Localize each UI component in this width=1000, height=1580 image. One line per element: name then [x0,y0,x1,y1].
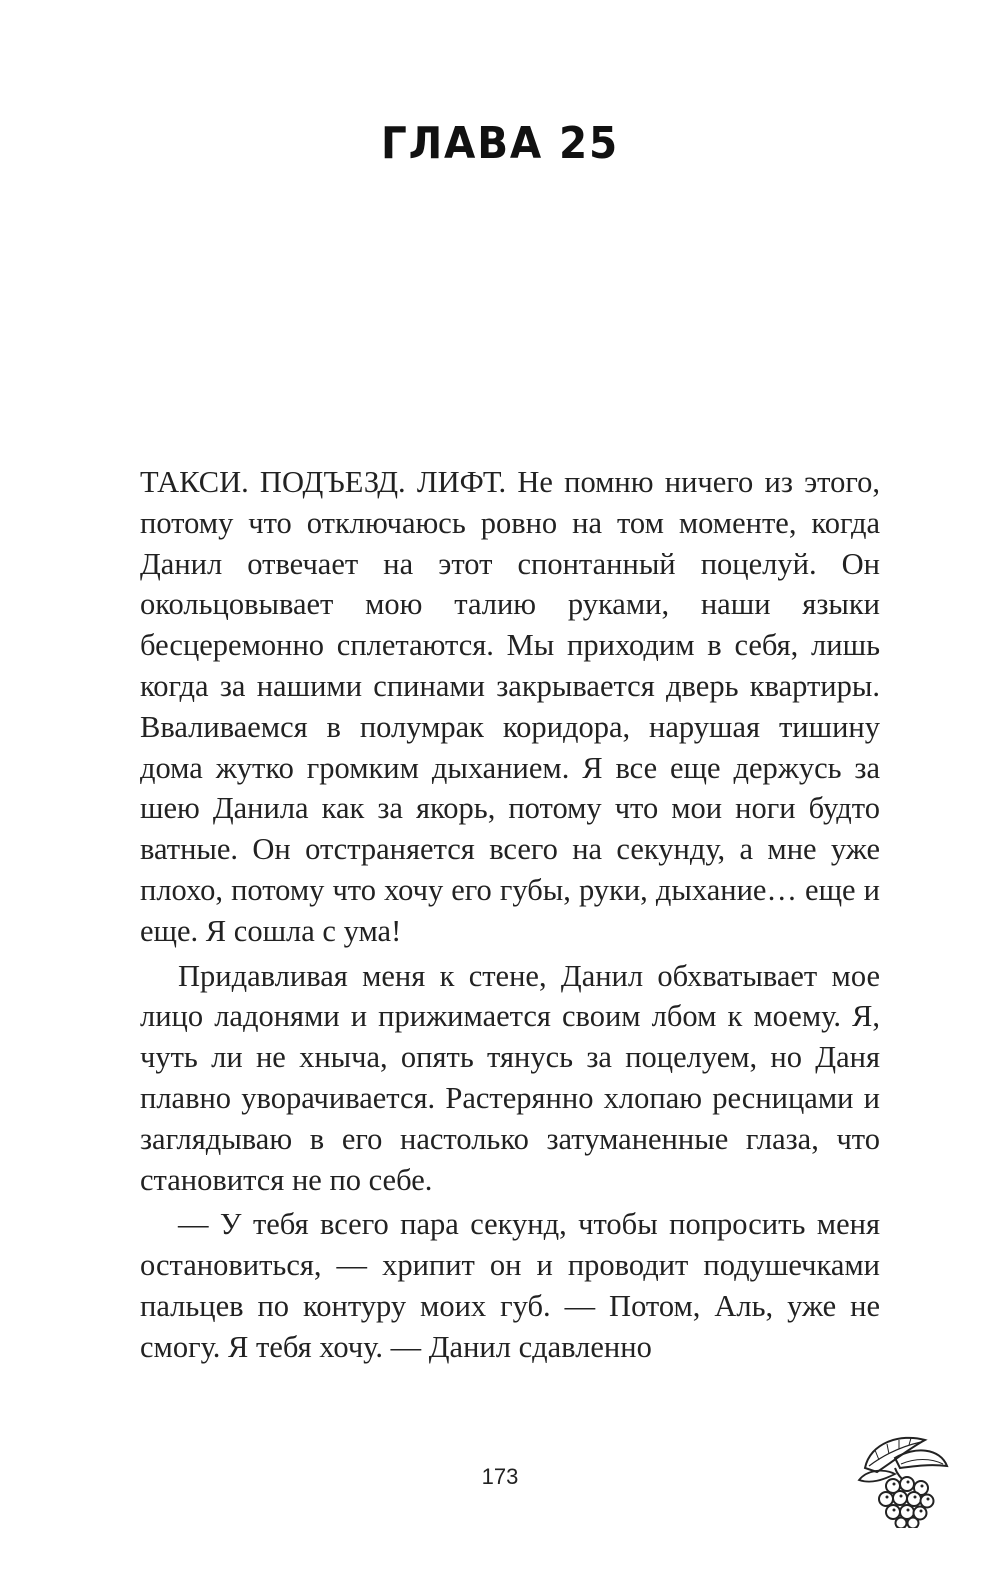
paragraph-2: Придавливая меня к стене, Данил обхватывает мое лицо ладонями и прижимается своим лбом к моему. Я, чуть ли не хныча, опять тянусь за поцелуем, но Даня плавно уворачивается. Растерянно хлопаю ресницами и заглядываю в его настолько затуманенные глаза, что становится не по себе. [140,958,880,1197]
raspberry-icon [855,1428,950,1528]
body-text [140,462,880,1368]
chapter-title: ГЛАВА 25 [380,118,620,169]
paragraph-3: — У тебя всего пара секунд, чтобы попросить меня остановиться, — хрипит он и проводит подушечками пальцев по контуру моих губ. — Потом, Аль, уже не смогу. Я тебя хочу. — Данил сдавленно [140,1207,880,1364]
paragraph-1: ТАКСИ. ПОДЪЕЗД. ЛИФТ. Не помню ничего из этого, потому что отключаюсь ровно на том моменте, когда Данил отвечает на этот спонтанный поцелуй. Он окольцовывает мою талию руками, наши языки бесцеремонно сплетаются. Мы приходим в себя, лишь когда за нашими спинами закрывается дверь квартиры. Вваливаемся в полумрак коридора, нарушая тишину дома жутко громким дыханием. Я все еще держусь за шею Данила как за якорь, потому что мои ноги будто ватные. Он отстраняется всего на секунду, а мне уже плохо, потому что хочу его губы, руки, дыхание… еще и еще. Я сошла с ума! [140,465,880,948]
page-number: 173 [481,1464,519,1489]
